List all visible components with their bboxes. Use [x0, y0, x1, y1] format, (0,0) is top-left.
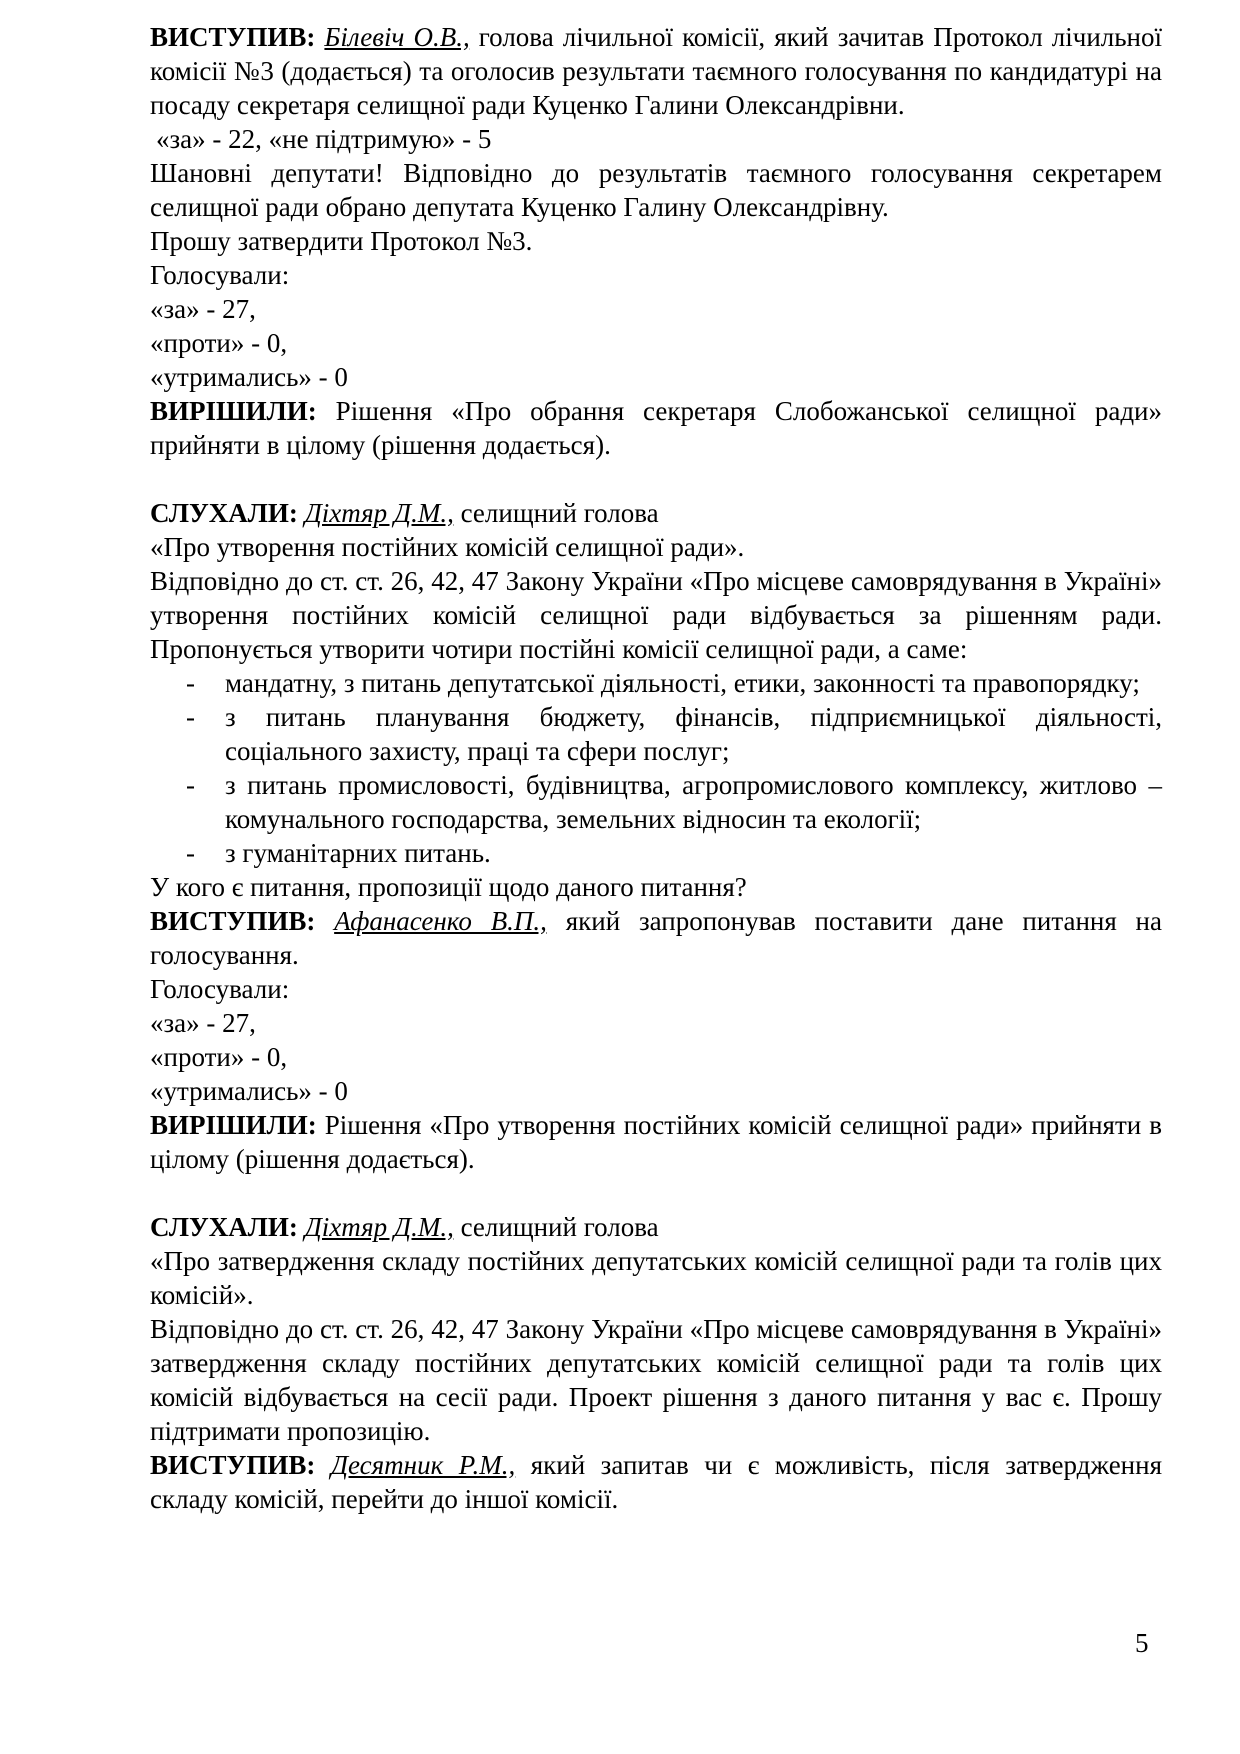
- list-item: [150, 666, 1162, 700]
- list-marker: -: [186, 702, 195, 732]
- page-number: 5: [1135, 1628, 1149, 1658]
- speaker-role: селищний голова: [453, 1212, 659, 1242]
- hearing-paragraph: [150, 1210, 1162, 1244]
- hearing-label: СЛУХАЛИ:: [150, 498, 298, 528]
- votes-for: «за» - 27,: [150, 1008, 256, 1038]
- votes-abstain: «утримались» - 0: [150, 1076, 348, 1106]
- speaker-name: Афанасенко В.П.,: [334, 906, 547, 936]
- speech-label: ВИСТУПИВ:: [150, 1450, 316, 1480]
- topic-line: «Про затвердження складу постійних депутатських комісій селищної ради та голів цих комісій».: [150, 1246, 1162, 1310]
- body-paragraph: Відповідно до ст. ст. 26, 42, 47 Закону України «Про місцеве самоврядування в Україні» утворення постійних комісій селищної ради відбувається за рішенням ради. Пропонується утворити чотири постійні комісії селищної ради, а саме:: [150, 566, 1162, 664]
- commission-list: [150, 666, 1162, 870]
- request-line: Прошу затвердити Протокол №3.: [150, 226, 533, 256]
- list-item-text: з питань планування бюджету, фінансів, підприємницької діяльності, соціального захисту, праці та сфери послуг;: [225, 702, 1162, 766]
- speaker-name: Діхтяр Д.М.,: [304, 1212, 454, 1242]
- speaker-name: Білевіч О.В.,: [324, 22, 470, 52]
- voted-heading: Голосували:: [150, 974, 290, 1004]
- votes-abstain: «утримались» - 0: [150, 362, 348, 392]
- list-item-text: з гуманітарних питань.: [225, 838, 491, 868]
- speech-paragraph: [150, 1448, 1162, 1516]
- list-marker: -: [186, 838, 195, 868]
- votes-against: «проти» - 0,: [150, 328, 288, 358]
- speaker-role: селищний голова: [453, 498, 659, 528]
- speech-paragraph: [150, 20, 1162, 122]
- topic-line: «Про утворення постійних комісій селищної ради».: [150, 532, 745, 562]
- speech-paragraph: [150, 904, 1162, 972]
- list-item: [150, 836, 1162, 870]
- secret-vote-result: «за» - 22, «не підтримую» - 5: [156, 124, 492, 154]
- list-marker: -: [186, 668, 195, 698]
- speech-label: ВИСТУПИВ:: [150, 22, 316, 52]
- list-item: [150, 700, 1162, 768]
- document-page: [150, 20, 1162, 1516]
- hearing-label: СЛУХАЛИ:: [150, 1212, 298, 1242]
- question-line: У кого є питання, пропозиції щодо даного питання?: [150, 872, 747, 902]
- speech-text: який запитав чи є можливість, після затвердження складу комісій, перейти до іншої комісії.: [150, 1450, 1162, 1514]
- list-marker: -: [186, 770, 195, 800]
- list-item-text: мандатну, з питань депутатської діяльності, етики, законності та правопорядку;: [225, 668, 1140, 698]
- decision-text: Рішення «Про утворення постійних комісій селищної ради» прийняти в цілому (рішення додається).: [150, 1110, 1162, 1174]
- speaker-name: Десятник Р.М.,: [330, 1450, 516, 1480]
- decision-paragraph: [150, 394, 1162, 462]
- list-item: [150, 768, 1162, 836]
- decision-label: ВИРІШИЛИ:: [150, 1110, 317, 1140]
- spacer: [150, 1176, 1162, 1210]
- decision-text: Рішення «Про обрання секретаря Слобожанської селищної ради» прийняти в цілому (рішення додається).: [150, 396, 1162, 460]
- announcement: Шановні депутати! Відповідно до результатів таємного голосування секретарем селищної ради обрано депутата Куценко Галину Олександрівну.: [150, 158, 1162, 222]
- hearing-paragraph: [150, 496, 1162, 530]
- decision-label: ВИРІШИЛИ:: [150, 396, 317, 426]
- speaker-name: Діхтяр Д.М.,: [304, 498, 454, 528]
- speech-text: який запропонував поставити дане питання на голосування.: [150, 906, 1162, 970]
- list-item-text: з питань промисловості, будівництва, агропромислового комплексу, житлово – комунального господарства, земельних відносин та екології;: [225, 770, 1162, 834]
- votes-against: «проти» - 0,: [150, 1042, 288, 1072]
- spacer: [150, 462, 1162, 496]
- decision-paragraph: [150, 1108, 1162, 1176]
- body-paragraph: Відповідно до ст. ст. 26, 42, 47 Закону України «Про місцеве самоврядування в Україні» затвердження складу постійних депутатських комісій селищної ради та голів цих комісій відбувається на сесії ради. Проект рішення з даного питання у вас є. Прошу підтримати пропозицію.: [150, 1314, 1162, 1446]
- speech-text: голова лічильної комісії, який зачитав Протокол лічильної комісії №3 (додається) та оголосив результати таємного голосування по кандидатурі на посаду секретаря селищної ради Куценко Галини Олександрівни.: [150, 22, 1163, 120]
- speech-label: ВИСТУПИВ:: [150, 906, 316, 936]
- votes-for: «за» - 27,: [150, 294, 256, 324]
- voted-heading: Голосували:: [150, 260, 290, 290]
